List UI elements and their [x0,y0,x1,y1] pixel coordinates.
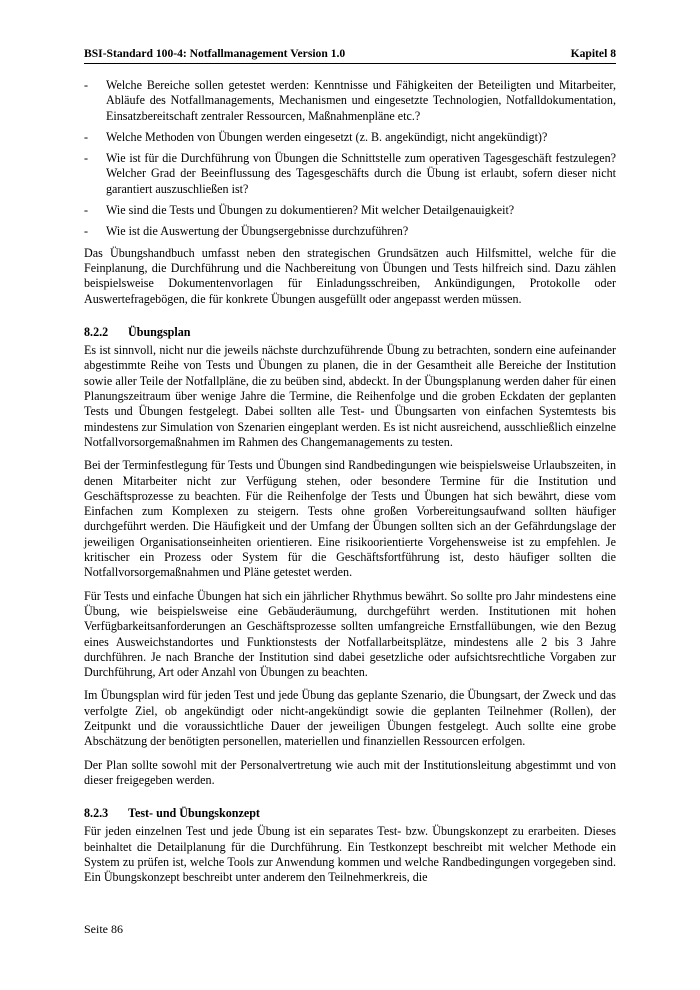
page-number: Seite 86 [84,922,123,936]
paragraph: Es ist sinnvoll, nicht nur die jeweils nächste durchzuführende Übung zu betrachten, sondern eine aufeinander abgestimmte Reihe von Tests und Übungen zu planen, die in der Gesamtheit alle Bereiche der Institution sowie aller Teile der Notfallpläne, die zu beüben sind, abdeckt. In der Übungsplanung werden daher für einen Planungszeitraum über wenige Jahre die Termine, die Reihenfolge und die groben Eckdaten der geplanten Tests und Übungen festgelegt. Dabei sollten alle Test- und Übungsarten von einfachen Systemtests bis mindestens zur Simulation von Szenarien eingeplant werden. Es ist nicht ausreichend, ausschließlich einzelne Notfallvorsorgemaßnahmen im Rahmen des Changemanagements zu testen. [84,343,616,449]
dash-bullet-icon: - [84,78,89,92]
section-number: 8.2.2 [84,324,109,339]
section-number: 8.2.3 [84,806,109,821]
section-heading-822 [84,325,616,340]
running-header [84,40,616,64]
list-item: - Wie ist die Auswertung der Übungsergebnisse durchzuführen? [84,224,409,239]
dash-bullet-icon: - [84,224,89,239]
paragraph: Für Tests und einfache Übungen hat sich ein jährlicher Rhythmus bewährt. So sollte pro Jahr mindestens eine Übung, wie beispielsweise eine Gebäuderäumung, durchgeführt werden. Institutionen mit hohen Verfügbarkeitsanforderungen an Geschäftsprozesse sollten umfangreiche Ernstfallübungen, wie den Bezug eines Ausweichstandortes und Funktionstests der Notfallarbeitsplätze, mindestens alle 2 bis 3 Jahre durchführen. Je nach Branche der Institution sind dabei gesetzliche oder aufsichtsrechtliche Vorgaben zur Durchführung, Art oder Anzahl von Übungen zu beachten. [84,588,616,680]
page-body [84,78,616,894]
dash-bullet-icon: - [84,151,89,166]
paragraph: Für jeden einzelnen Test und jede Übung ist ein separates Test- bzw. Übungskonzept zu erarbeiten. Dieses beinhaltet die Detailplanung für die Durchführung. Ein Testkonzept beschreibt mit welcher Methode ein System zu prüfen ist, welche Tools zur Anwendung kommen und welche Randbedingungen vorgegeben sind. Ein Übungskonzept beschreibt unter anderem den Teilnehmerkreis, die [84,824,616,885]
intro-paragraph: Das Übungshandbuch umfasst neben den strategischen Grundsätzen auch Hilfsmittel, welche für die Feinplanung, die Durchführung und die Nachbereitung von Übungen und Tests hilfreich sind. Dazu zählen beispielsweise Dokumentenvorlagen für Einladungsschreiben, Ankündigungen, Protokolle oder Auswertefragebögen, die für konkrete Übungen ausgefüllt oder angepasst werden müssen. [84,245,616,306]
section-title: Test- und Übungskonzept [128,806,260,821]
header-chapter: Kapitel 8 [570,47,616,60]
list-item: - Wie sind die Tests und Übungen zu dokumentieren? Mit welcher Detailgenauigkeit? [84,203,515,218]
section-title: Übungsplan [128,324,191,339]
dash-bullet-icon: - [84,203,89,218]
paragraph: Bei der Terminfestlegung für Tests und Übungen sind Randbedingungen wie beispielsweise Urlaubszeiten, in denen Mitarbeiter nicht zur Verfügung stehen, oder besondere Termine für die Institution und Geschäftsprozesse zu beachten. Für die Reihenfolge der Tests und Übungen hat sich bewährt, diese vom Einfachen zum Komplexen zu steigern. Tests ohne großen Vorbereitungsaufwand sollten häufiger durchgeführt werden. Die Häufigkeit und der Umfang der Übungen sollten sich an der Gefährdungslage der jeweiligen Organisationseinheiten orientieren. Eine risikoorientierte Vorgehensweise ist zu empfehlen. Je kritischer ein Prozess oder System für die Geschäftsfortführung ist, desto häufiger sollten die Notfallvorsorgemaßnahmen und Pläne getestet werden. [84,458,616,580]
list-item: - Wie ist für die Durchführung von Übungen die Schnittstelle zum operativen Tagesgeschäft festzulegen? Welcher Grad der Beeinflussung des Tagesgeschäfts durch die Übung ist erlaubt, sofern dieser nicht garantiert auszuschließen ist? [84,151,616,196]
paragraph: Im Übungsplan wird für jeden Test und jede Übung das geplante Szenario, die Übungsart, der Zweck und das verfolgte Ziel, ob angekündigt oder nicht-angekündigt sowie die geplanten Teilnehmer (Rollen), der Zeitpunkt und die voraussichtliche Dauer der jeweiligen Übungen festgelegt. Auch sollte eine grobe Abschätzung der benötigten personellen, materiellen und finanziellen Ressourcen erfolgen. [84,688,616,749]
header-title: BSI-Standard 100-4: Notfallmanagement Version 1.0 [84,47,346,60]
section-heading-823 [84,806,616,821]
dash-bullet-icon: - [84,129,89,144]
list-item: - Welche Bereiche sollen getestet werden: Kenntnisse und Fähigkeiten der Beteiligten und Mitarbeiter, Abläufe des Notfallmanagements, Mechanismen und eingesetzte Technologien, Notfalldokumentation, Einsatzbereitschaft zentraler Ressourcen, Maßnahmenpläne etc.? [84,78,616,123]
paragraph: Der Plan sollte sowohl mit der Personalvertretung wie auch mit der Institutionsleitung abgestimmt und von dieser freigegeben werden. [84,757,616,787]
list-item: - Welche Methoden von Übungen werden eingesetzt (z. B. angekündigt, nicht angekündigt)? [84,129,548,144]
question-list [84,78,616,240]
